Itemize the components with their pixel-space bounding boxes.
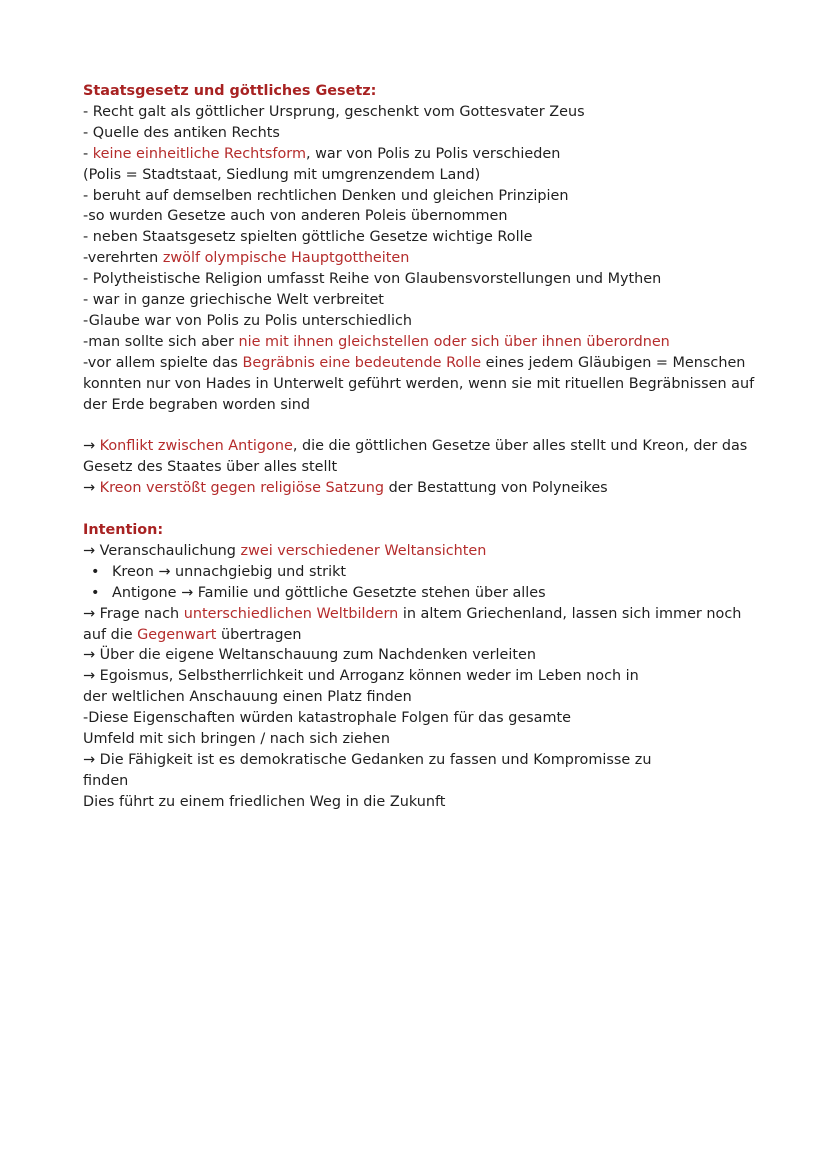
text-line	[83, 206, 783, 227]
text-line	[83, 353, 783, 374]
bullet-icon: •	[91, 584, 100, 601]
text-line	[83, 708, 783, 729]
text-line	[83, 604, 783, 625]
text-segment: →	[83, 480, 100, 497]
text-segment: der weltlichen Anschauung einen Platz finden	[83, 689, 412, 706]
highlight-text: zwei verschiedener Weltansichten	[240, 542, 487, 559]
text-segment: finden	[83, 772, 129, 789]
section-heading-staatsgesetz: Staatsgesetz und göttliches Gesetz:	[83, 83, 377, 99]
highlight-text: unterschiedlichen Weltbildern	[183, 605, 399, 622]
text-segment: - Quelle des antiken Rechts	[83, 124, 280, 141]
text-line	[83, 374, 783, 395]
section-body-konflikt	[83, 436, 783, 499]
text-segment: - Recht galt als göttlicher Ursprung, geschenkt vom Gottesvater Zeus	[83, 103, 585, 120]
highlight-text: Begräbnis eine bedeutende Rolle	[242, 354, 482, 371]
text-line	[83, 186, 783, 207]
highlight-text: Kreon verstößt gegen religiöse Satzung	[99, 480, 385, 497]
text-line	[83, 332, 783, 353]
text-segment: → Die Fähigkeit ist es demokratische Gedanken zu fassen und Kompromisse zu	[83, 751, 652, 768]
section-body-intention	[83, 541, 783, 813]
text-segment: - war in ganze griechische Welt verbreitet	[83, 292, 384, 309]
text-line	[83, 771, 783, 792]
section-body-staatsgesetz	[83, 102, 783, 416]
text-line	[83, 457, 783, 478]
text-segment: Dies führt zu einem friedlichen Weg in die Zukunft	[83, 793, 446, 810]
blank-line	[83, 499, 783, 520]
text-line	[83, 269, 783, 290]
text-segment: →	[83, 438, 100, 455]
text-segment: Antigone → Familie und göttliche Gesetzte stehen über alles	[112, 584, 546, 601]
text-segment: , die die göttlichen Gesetze über alles stellt und Kreon, der das	[292, 438, 748, 455]
text-segment: -	[83, 145, 93, 162]
text-segment: , war von Polis zu Polis verschieden	[305, 145, 561, 162]
text-segment: -vor allem spielte das	[83, 354, 243, 371]
bullet-item	[83, 562, 783, 583]
text-line	[83, 248, 783, 269]
blank-line	[83, 416, 783, 437]
text-segment: - beruht auf demselben rechtlichen Denken und gleichen Prinzipien	[83, 187, 569, 204]
text-segment: in altem Griechenland, lassen sich immer noch	[398, 605, 742, 622]
text-line	[83, 478, 783, 499]
text-line	[83, 436, 783, 457]
text-line	[83, 395, 783, 416]
text-line	[83, 729, 783, 750]
text-line	[83, 645, 783, 666]
text-line	[83, 311, 783, 332]
text-line	[83, 290, 783, 311]
text-line	[83, 687, 783, 708]
text-line	[83, 102, 783, 123]
text-segment: → Frage nach	[83, 605, 184, 622]
text-segment: Kreon → unnachgiebig und strikt	[112, 563, 347, 580]
text-line	[83, 144, 783, 165]
text-segment: konnten nur von Hades in Unterwelt geführt werden, wenn sie mit rituellen Begräbnissen auf	[83, 375, 755, 392]
text-segment: → Veranschaulichung	[83, 542, 241, 559]
text-line	[83, 165, 783, 186]
text-segment: -man sollte sich aber	[83, 333, 239, 350]
text-segment: - neben Staatsgesetz spielten göttliche Gesetze wichtige Rolle	[83, 229, 533, 246]
text-segment: auf die	[83, 626, 138, 643]
bullet-icon: •	[91, 563, 100, 580]
text-line	[83, 750, 783, 771]
highlight-text: nie mit ihnen gleichstellen oder sich über ihnen überordnen	[238, 333, 670, 350]
text-segment: -so wurden Gesetze auch von anderen Poleis übernommen	[83, 208, 508, 225]
text-segment: -Diese Eigenschaften würden katastrophale Folgen für das gesamte	[83, 710, 572, 727]
highlight-text: Gegenwart	[137, 626, 217, 643]
text-segment: Gesetz des Staates über alles stellt	[83, 459, 338, 476]
text-line	[83, 123, 783, 144]
bullet-item	[83, 583, 783, 604]
highlight-text: zwölf olympische Hauptgottheiten	[162, 250, 410, 267]
text-line	[83, 666, 783, 687]
text-segment: der Erde begraben worden sind	[83, 396, 311, 413]
text-segment: Umfeld mit sich bringen / nach sich ziehen	[83, 731, 390, 748]
text-segment: -verehrten	[83, 250, 163, 267]
text-line	[83, 625, 783, 646]
text-segment: eines jedem Gläubigen = Menschen	[481, 354, 746, 371]
highlight-text: Konflikt zwischen Antigone	[99, 438, 293, 455]
text-segment: übertragen	[216, 626, 302, 643]
document-page	[83, 81, 783, 813]
text-segment: → Über die eigene Weltanschauung zum Nachdenken verleiten	[83, 647, 536, 664]
text-segment: (Polis = Stadtstaat, Siedlung mit umgrenzendem Land)	[83, 166, 481, 183]
highlight-text: keine einheitliche Rechtsform	[92, 145, 306, 162]
text-line	[83, 227, 783, 248]
text-line	[83, 792, 783, 813]
text-segment: der Bestattung von Polyneikes	[384, 480, 608, 497]
text-segment: → Egoismus, Selbstherrlichkeit und Arroganz können weder im Leben noch in	[83, 668, 639, 685]
text-line	[83, 541, 783, 562]
section-heading-intention: Intention:	[83, 522, 164, 538]
text-segment: - Polytheistische Religion umfasst Reihe von Glaubensvorstellungen und Mythen	[83, 271, 662, 288]
text-segment: -Glaube war von Polis zu Polis unterschiedlich	[83, 312, 412, 329]
